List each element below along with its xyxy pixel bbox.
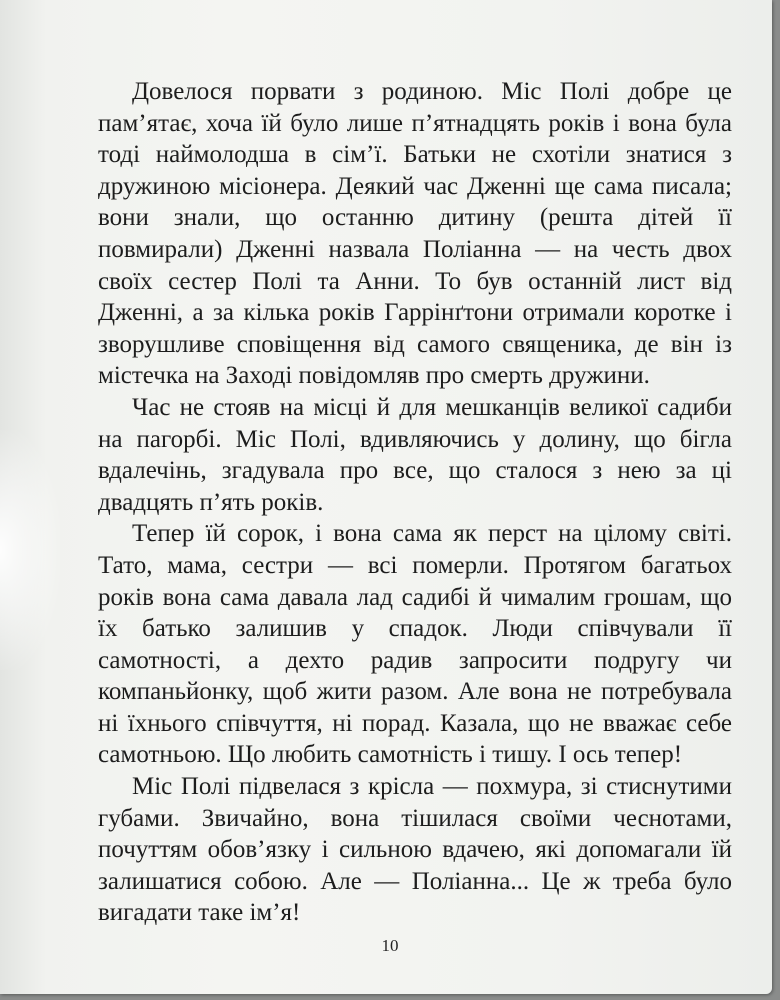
paragraph-1: Довелося порвати з родиною. Міс Полі добре це пам’ятає, хоча їй було лише п’ятнадцять років і вона була тоді наймолодша в сім’ї. Батьки не схотіли знатися з дружиною місіонера. Деякий час Дженні ще сама писала; вони знали, що останню дитину (решта дітей її повмирали) Дженні назвала Поліанна — на честь двох своїх сестер Полі та Анни. То був останній лист від Дженні, а за кілька років Гаррінґтони отримали коротке і зворушливе сповіщення від самого священика, де він із містечка на Заході повідомляв про смерть дружини.: [98, 78, 732, 390]
light-glare: [0, 430, 60, 670]
paragraph-3: Тепер їй сорок, і вона сама як перст на цілому світі. Тато, мама, сестри — всі померли. Протягом багатьох років вона сама давала лад садибі й чималим грошам, що їх батько залишив у спадок. Люди співчували її самотності, а дехто радив запросити подругу чи компаньйонку, щоб жити разом. Але вона не потребувала ні їхнього співчуття, ні порад. Казала, що не вважає себе самотньою. Що любить самотність і тишу. І ось тепер!: [98, 520, 732, 769]
page-number: 10: [381, 936, 399, 955]
body-text: [98, 76, 732, 929]
paragraph-2: Час не стояв на місці й для мешканців великої садиби на пагорбі. Міс Полі, вдивляючись у долину, що бігла вдалечінь, згадувала про все, що сталося з нею за ці двадцять п’ять років.: [98, 393, 732, 516]
paragraph-4: Міс Полі підвелася з крісла — похмура, зі стиснутими губами. Звичайно, вона тішилася своїми чеснотами, почуттям обов’язку і сильною вдачею, які допомагали їй залишатися собою. Але — Поліанна... Це ж треба було вигадати таке ім’я!: [98, 773, 732, 927]
